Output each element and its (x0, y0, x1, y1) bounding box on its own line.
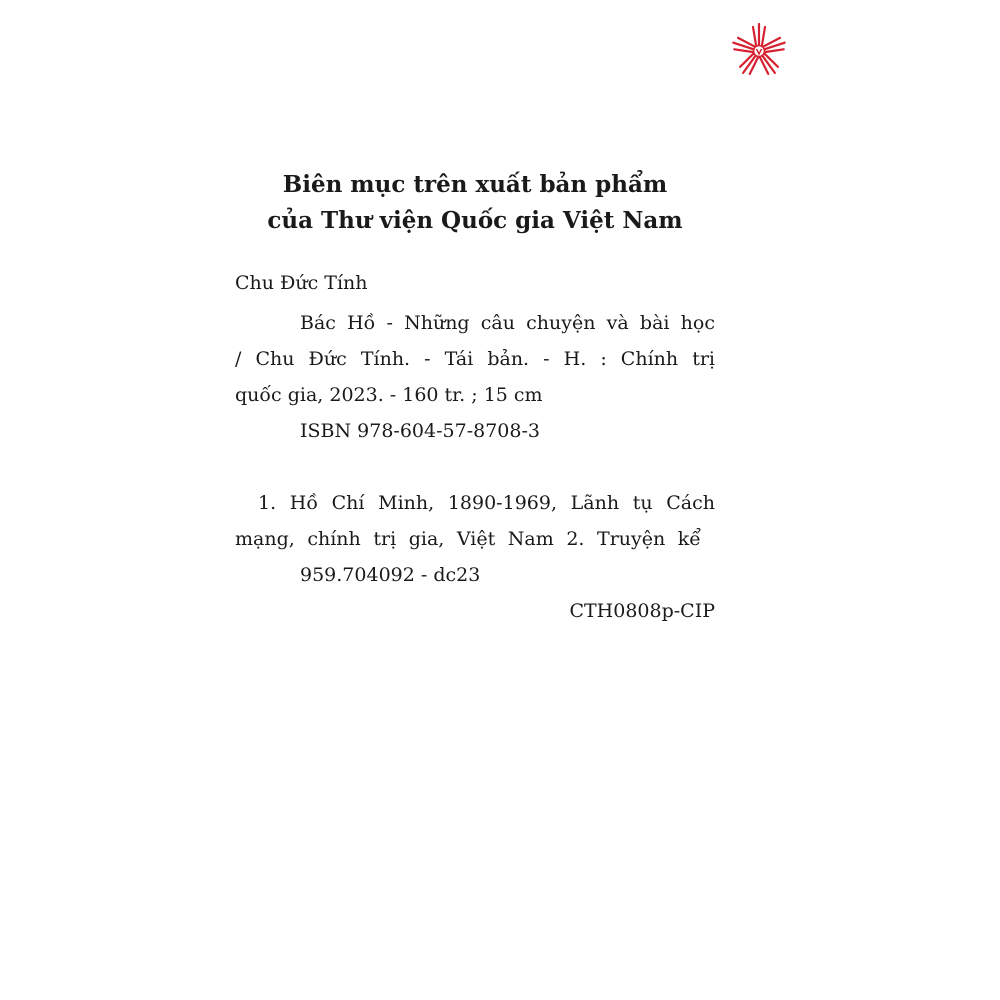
subject-line-1: 1. Hồ Chí Minh, 1890-1969, Lãnh tụ Cách (258, 492, 715, 514)
classification-line: 959.704092 - dc23 (300, 564, 481, 586)
title-line-3: quốc gia, 2023. - 160 tr. ; 15 cm (235, 384, 543, 406)
star-burst-logo-icon (730, 22, 788, 80)
isbn-line: ISBN 978-604-57-8708-3 (300, 420, 540, 442)
cip-code: CTH0808p-CIP (569, 600, 715, 622)
subject-line-2: mạng, chính trị gia, Việt Nam 2. Truyện kể (235, 528, 701, 550)
heading-line-1: Biên mục trên xuất bản phẩm (282, 171, 668, 198)
title-line-2: / Chu Đức Tính. - Tái bản. - H. : Chính trị (235, 348, 715, 370)
author-line: Chu Đức Tính (235, 272, 368, 294)
title-line-1: Bác Hồ - Những câu chuyện và bài học (300, 312, 715, 334)
heading-line-2: của Thư viện Quốc gia Việt Nam (267, 207, 683, 234)
catalog-heading (200, 167, 750, 239)
